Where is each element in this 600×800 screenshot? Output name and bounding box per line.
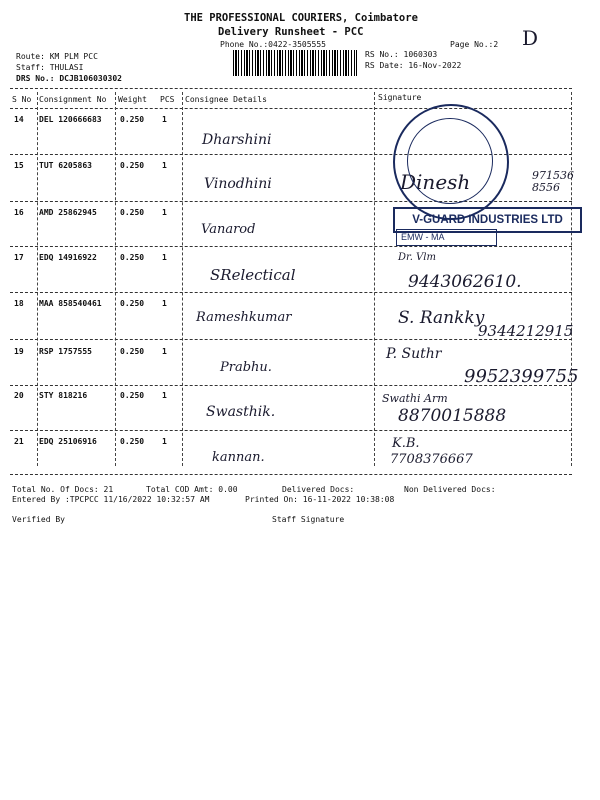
row-signature: Dinesh <box>400 170 471 194</box>
row-consignment: EDQ 25106916 <box>39 437 97 446</box>
row-weight: 0.250 <box>120 253 145 262</box>
col-header-pcs: PCS <box>160 95 175 104</box>
col-header-sno: S No <box>12 95 32 104</box>
row-pcs: 1 <box>162 347 167 356</box>
col-header-signature: Signature <box>378 93 422 102</box>
row-consignment: EDQ 14916922 <box>39 253 97 262</box>
col-header-consignee: Consignee Details <box>185 95 267 104</box>
row-rule <box>10 246 572 247</box>
row-rule <box>10 430 572 431</box>
row-consignee: Prabhu. <box>220 360 272 375</box>
total-cod: Total COD Amt: 0.00 <box>146 485 238 494</box>
row-sno: 20 <box>14 391 24 400</box>
row-signature: Dr. Vlm <box>398 252 436 263</box>
row-signature: S. Rankky <box>398 308 485 328</box>
table-top-rule <box>10 88 572 89</box>
row-pcs: 1 <box>162 253 167 262</box>
row-signature: P. Suthr <box>386 346 442 362</box>
col-header-consignment: Consignment No <box>39 95 107 104</box>
entered-by: Entered By :TPCPCC 11/16/2022 10:32:57 AM <box>12 495 210 504</box>
vguard-stamp: V-GUARD INDUSTRIES LTD <box>393 207 582 233</box>
table-header-rule <box>10 108 572 109</box>
staff-signature: Staff Signature <box>272 515 345 524</box>
row-signature: K.B. <box>392 436 420 451</box>
delivered-docs: Delivered Docs: <box>282 485 355 494</box>
rs-number: RS No.: 1060303 <box>365 50 438 59</box>
row-consignment: DEL 120666683 <box>39 115 102 124</box>
row-weight: 0.250 <box>120 161 145 170</box>
row-consignee: Dharshini <box>202 132 272 148</box>
row-sno: 19 <box>14 347 24 356</box>
col-divider <box>571 92 572 466</box>
row-weight: 0.250 <box>120 437 145 446</box>
row-phone: 971536 8556 <box>532 169 574 194</box>
row-consignment: RSP 1757555 <box>39 347 92 356</box>
row-pcs: 1 <box>162 391 167 400</box>
row-consignee: Vinodhini <box>204 176 272 192</box>
non-delivered-docs: Non Delivered Docs: <box>404 485 496 494</box>
col-header-weight: Weight <box>118 95 147 104</box>
row-rule <box>10 292 572 293</box>
row-sno: 14 <box>14 115 24 124</box>
table-bottom-rule <box>10 474 572 475</box>
row-sno: 15 <box>14 161 24 170</box>
runsheet-title: Delivery Runsheet - PCC <box>218 26 364 38</box>
row-consignee: SRelectical <box>210 266 296 284</box>
rs-date: RS Date: 16-Nov-2022 <box>365 61 462 70</box>
drs-number: DRS No.: DCJB106030302 <box>16 74 122 83</box>
row-pcs: 1 <box>162 299 167 308</box>
row-signature: Swathi Arm <box>382 392 448 405</box>
row-weight: 0.250 <box>120 115 145 124</box>
row-pcs: 1 <box>162 115 167 124</box>
row-phone: 7708376667 <box>390 452 473 467</box>
barcode <box>233 50 357 76</box>
row-consignment: STY 818216 <box>39 391 88 400</box>
row-consignee: Swasthik. <box>206 404 276 420</box>
company-seal <box>393 104 509 220</box>
company-title: THE PROFESSIONAL COURIERS, Coimbatore <box>184 12 418 24</box>
row-consignment: AMD 25862945 <box>39 208 97 217</box>
row-consignee: Vanarod <box>201 222 256 237</box>
row-consignment: TUT 6205863 <box>39 161 92 170</box>
col-divider <box>115 92 116 466</box>
row-rule <box>10 385 572 386</box>
col-divider <box>374 92 375 466</box>
row-consignment: MAA 858540461 <box>39 299 102 308</box>
row-pcs: 1 <box>162 208 167 217</box>
row-phone: 9443062610. <box>408 272 522 292</box>
row-weight: 0.250 <box>120 208 145 217</box>
row-sno: 17 <box>14 253 24 262</box>
row-phone: 9952399755 <box>464 366 579 387</box>
row-weight: 0.250 <box>120 299 145 308</box>
row-consignee: Rameshkumar <box>196 310 292 325</box>
phone-number: Phone No.:0422-3505555 <box>220 40 326 49</box>
route-label: Route: KM PLM PCC <box>16 52 98 61</box>
row-sno: 21 <box>14 437 24 446</box>
staff-label: Staff: THULASI <box>16 63 84 72</box>
row-sno: 18 <box>14 299 24 308</box>
row-pcs: 1 <box>162 437 167 446</box>
col-divider <box>37 92 38 466</box>
row-phone: 9344212915 <box>478 322 574 340</box>
row-weight: 0.250 <box>120 347 145 356</box>
printed-on: Printed On: 16-11-2022 10:38:08 <box>245 495 395 504</box>
row-phone: 8870015888 <box>398 406 507 426</box>
col-divider <box>182 92 183 466</box>
verified-by: Verified By <box>12 515 65 524</box>
corner-mark: D <box>522 26 539 50</box>
row-rule <box>10 339 572 340</box>
row-weight: 0.250 <box>120 391 145 400</box>
emw-stamp: EMW - MA <box>396 229 497 246</box>
row-pcs: 1 <box>162 161 167 170</box>
page-number: Page No.:2 <box>450 40 499 49</box>
row-sno: 16 <box>14 208 24 217</box>
row-consignee: kannan. <box>212 450 265 465</box>
total-docs: Total No. Of Docs: 21 <box>12 485 114 494</box>
